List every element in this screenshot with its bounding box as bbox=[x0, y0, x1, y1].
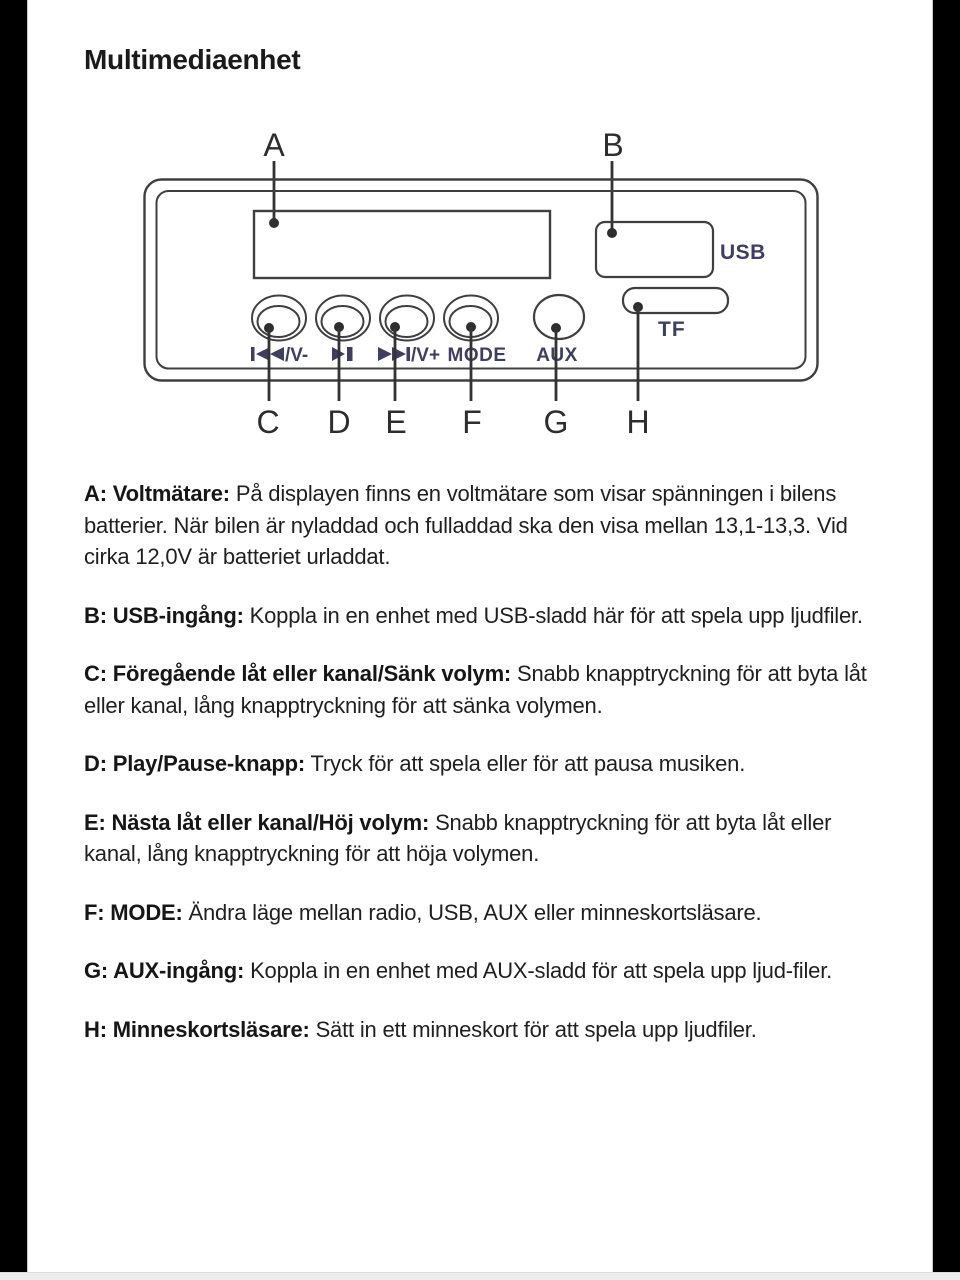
leader-dot-a bbox=[269, 218, 279, 228]
section-g-body: Koppla in en enhet med AUX-sladd för att spela upp ljud-filer. bbox=[250, 958, 833, 983]
section-b-lead: B: USB-ingång: bbox=[84, 602, 244, 628]
section-e-next bbox=[84, 807, 882, 870]
section-f-lead: F: MODE: bbox=[84, 899, 183, 925]
section-d-lead: D: Play/Pause-knapp: bbox=[84, 751, 305, 776]
callout-letter-f: F bbox=[462, 404, 482, 440]
section-d-body: Tryck för att spela eller för att pausa musiken. bbox=[310, 751, 746, 776]
viewer-bottom-bar bbox=[0, 1272, 960, 1280]
next-button-label: /V+ bbox=[411, 345, 441, 366]
callout-letter-e: E bbox=[385, 404, 407, 440]
play-pause-icon bbox=[332, 347, 353, 361]
section-f-mode bbox=[84, 897, 882, 929]
callout-letter-b: B bbox=[602, 127, 624, 163]
section-c-body: Snabb knapptryckning för att byta låt eller kanal, lång knapptryckning för att sänka volymen. bbox=[84, 661, 867, 718]
callout-letter-a: A bbox=[263, 127, 285, 163]
next-button-inner bbox=[386, 306, 428, 337]
manual-page bbox=[27, 0, 933, 1272]
section-e-lead: E: Nästa låt eller kanal/Höj volym: bbox=[84, 809, 430, 835]
tf-slot-label: TF bbox=[658, 318, 686, 341]
section-c-lead: C: Föregående låt eller kanal/Sänk volym: bbox=[84, 661, 512, 686]
section-b-usb-input bbox=[84, 600, 882, 632]
previous-button[interactable] bbox=[252, 296, 306, 341]
previous-button-label: /V- bbox=[285, 345, 309, 366]
section-g-aux-input bbox=[84, 955, 882, 987]
callout-letter-h: H bbox=[626, 404, 650, 440]
play-pause-button-inner bbox=[322, 306, 364, 337]
section-h-body: Sätt in ett minneskort för att spela upp ljudfiler. bbox=[315, 1016, 757, 1042]
section-a-voltmeter bbox=[84, 478, 882, 573]
section-g-lead: G: AUX-ingång: bbox=[84, 958, 245, 983]
leader-dot-b bbox=[607, 228, 617, 238]
legend-text-block bbox=[84, 478, 882, 1072]
callout-letter-d: D bbox=[327, 404, 351, 440]
section-b-body: Koppla in en enhet med USB-sladd här för att spela upp ljudfiler. bbox=[249, 602, 863, 628]
next-button[interactable] bbox=[380, 296, 434, 341]
previous-track-icon bbox=[251, 347, 284, 361]
play-pause-button[interactable] bbox=[316, 296, 370, 341]
usb-port-label: USB bbox=[720, 241, 766, 264]
callout-letter-c: C bbox=[256, 404, 280, 440]
aux-jack-label: AUX bbox=[536, 345, 578, 366]
section-c-previous bbox=[84, 658, 882, 721]
section-d-play-pause bbox=[84, 748, 882, 780]
display-screen bbox=[254, 211, 550, 278]
section-h-lead: H: Minneskortsläsare: bbox=[84, 1016, 310, 1042]
section-a-body: På displayen finns en voltmätare som visar spänningen i bilens batterier. När bilen är nyladdad och fulladdad ska den visa mellan 13,1-13,3. Vid cirka 12,0V är batteriet urladdat. bbox=[84, 481, 848, 569]
section-a-lead: A: Voltmätare: bbox=[84, 481, 230, 506]
page-title: Multimediaenhet bbox=[84, 44, 301, 75]
device-diagram bbox=[28, 115, 934, 450]
section-h-card-reader bbox=[84, 1014, 882, 1046]
previous-button-inner bbox=[258, 306, 300, 337]
aux-input-jack[interactable] bbox=[534, 295, 584, 339]
mode-button-label: MODE bbox=[447, 345, 507, 366]
section-e-body: Snabb knapptryckning för att byta låt eller kanal, lång knapptryckning för att höja volymen. bbox=[84, 809, 832, 866]
section-f-body: Ändra läge mellan radio, USB, AUX eller minneskortsläsare. bbox=[188, 899, 762, 925]
callout-letter-g: G bbox=[543, 404, 569, 440]
